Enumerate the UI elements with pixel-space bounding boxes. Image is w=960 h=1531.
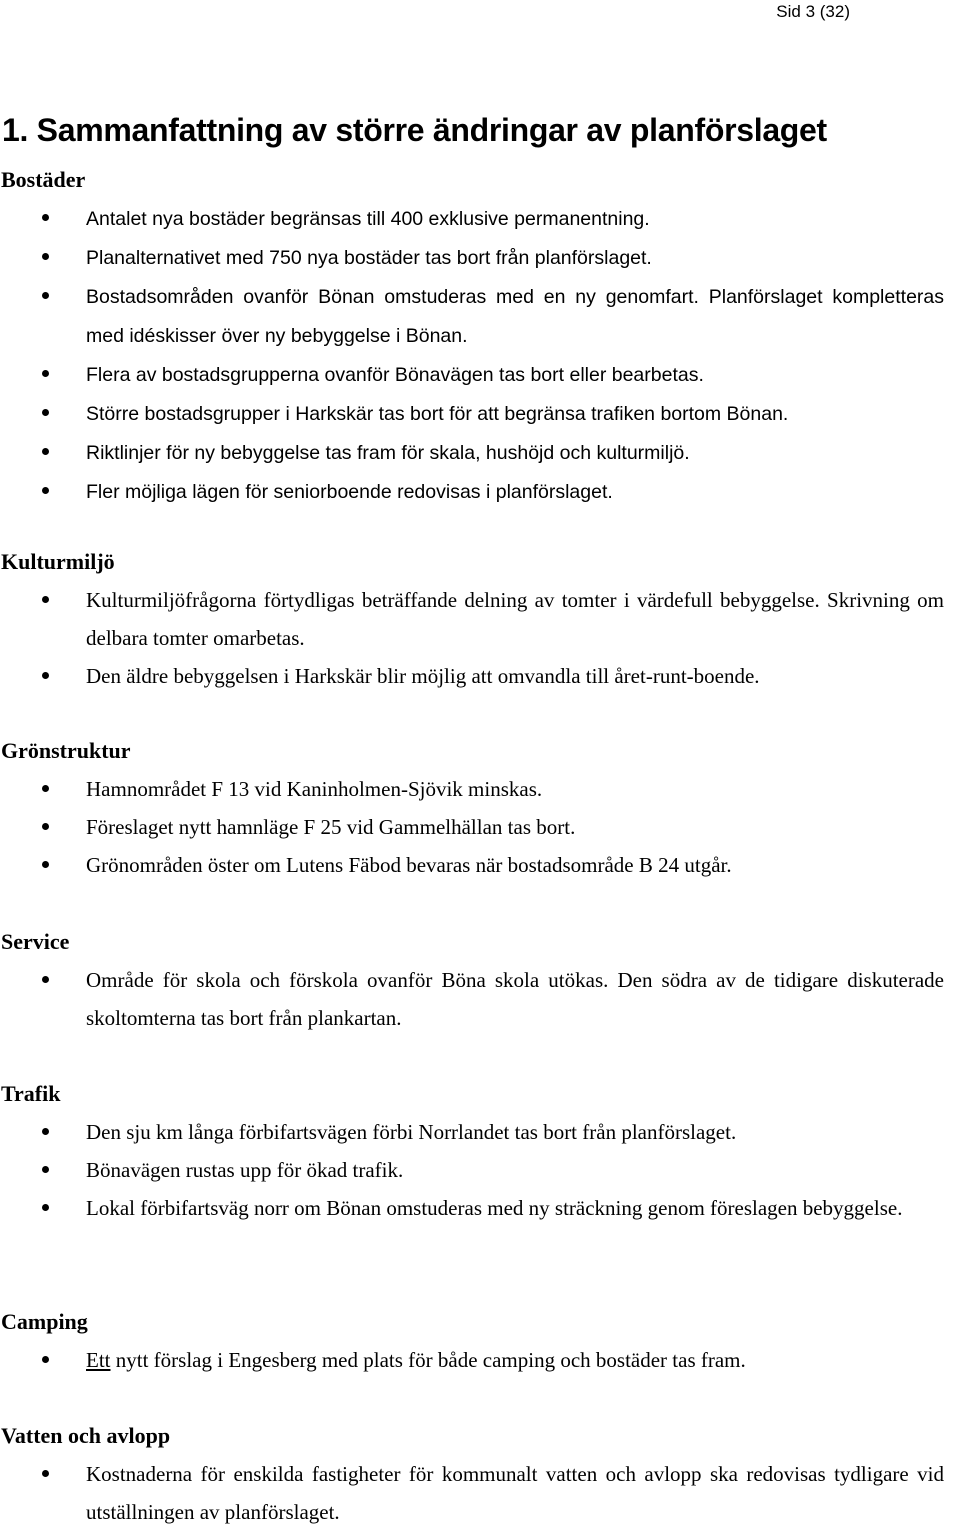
list-item: Område för skola och förskola ovanför Böna skola utökas. Den södra av de tidigare diskuterade skoltomterna tas bort från plankartan. bbox=[0, 961, 960, 1037]
list-item: Flera av bostadsgrupperna ovanför Bönavägen tas bort eller bearbetas. bbox=[0, 355, 960, 394]
bullet-icon bbox=[42, 861, 49, 868]
section-heading-trafik: Trafik bbox=[1, 1081, 61, 1106]
bullet-icon bbox=[42, 370, 49, 377]
list-item: Större bostadsgrupper i Harkskär tas bort för att begränsa trafiken bortom Bönan. bbox=[0, 394, 960, 433]
bullet-icon bbox=[42, 1470, 49, 1477]
list-item: Kostnaderna för enskilda fastigheter för kommunalt vatten och avlopp ska redovisas tydligare vid utställningen av planförslaget. bbox=[0, 1455, 960, 1531]
bullet-icon bbox=[42, 596, 49, 603]
list-item: Grönområden öster om Lutens Fäbod bevaras när bostadsområde B 24 utgår. bbox=[0, 846, 960, 884]
service-list bbox=[0, 961, 960, 1037]
section-heading-vatten-och-avlopp: Vatten och avlopp bbox=[1, 1423, 171, 1448]
bullet-icon bbox=[42, 785, 49, 792]
underlined-word: Ett bbox=[86, 1348, 111, 1372]
list-item: Föreslaget nytt hamnläge F 25 vid Gammelhällan tas bort. bbox=[0, 808, 960, 846]
bostader-list bbox=[0, 199, 960, 511]
page-number: Sid 3 (32) bbox=[776, 2, 850, 21]
list-item: Kulturmiljöfrågorna förtydligas beträffande delning av tomter i värdefull bebyggelse. Skrivning om delbara tomter omarbetas. bbox=[0, 581, 960, 657]
list-item: Den äldre bebyggelsen i Harkskär blir möjlig att omvandla till året-runt-boende. bbox=[0, 657, 960, 695]
list-item: Bönavägen rustas upp för ökad trafik. bbox=[0, 1151, 960, 1189]
list-item: Fler möjliga lägen för seniorboende redovisas i planförslaget. bbox=[0, 472, 960, 511]
section-camping bbox=[0, 1307, 960, 1379]
list-item: Planalternativet med 750 nya bostäder tas bort från planförslaget. bbox=[0, 238, 960, 277]
list-item: Riktlinjer för ny bebyggelse tas fram för skala, hushöjd och kulturmiljö. bbox=[0, 433, 960, 472]
bullet-icon bbox=[42, 672, 49, 679]
vatten-list bbox=[0, 1455, 960, 1531]
bullet-icon bbox=[42, 487, 49, 494]
section-heading-camping: Camping bbox=[1, 1309, 88, 1334]
bullet-icon bbox=[42, 1204, 49, 1211]
camping-list bbox=[0, 1341, 960, 1379]
section-heading-gronstruktur: Grönstruktur bbox=[1, 738, 131, 763]
list-item: Antalet nya bostäder begränsas till 400 exklusive permanentning. bbox=[0, 199, 960, 238]
kulturmiljo-list bbox=[0, 581, 960, 695]
bullet-icon bbox=[42, 448, 49, 455]
section-heading-bostader: Bostäder bbox=[1, 167, 86, 192]
section-vatten-och-avlopp bbox=[0, 1421, 960, 1531]
bullet-icon bbox=[42, 1166, 49, 1173]
bullet-icon bbox=[42, 253, 49, 260]
section-trafik bbox=[0, 1079, 960, 1227]
section-heading-service: Service bbox=[1, 929, 70, 954]
section-heading-kulturmiljo: Kulturmiljö bbox=[1, 549, 115, 574]
section-bostader bbox=[0, 165, 960, 511]
list-item: Lokal förbifartsväg norr om Bönan omstuderas med ny sträckning genom föreslagen bebyggelse. bbox=[0, 1189, 960, 1227]
list-item: Ett nytt förslag i Engesberg med plats för både camping och bostäder tas fram. bbox=[0, 1341, 960, 1379]
bullet-icon bbox=[42, 409, 49, 416]
bullet-icon bbox=[42, 1128, 49, 1135]
bullet-icon bbox=[42, 214, 49, 221]
bullet-icon bbox=[42, 823, 49, 830]
trafik-list bbox=[0, 1113, 960, 1227]
gronstruktur-list bbox=[0, 770, 960, 884]
list-item: Bostadsområden ovanför Bönan omstuderas med en ny genomfart. Planförslaget kompletteras med idéskisser över ny bebyggelse i Bönan. bbox=[0, 277, 960, 355]
bullet-icon bbox=[42, 976, 49, 983]
section-service bbox=[0, 927, 960, 1037]
list-item: Den sju km långa förbifartsvägen förbi Norrlandet tas bort från planförslaget. bbox=[0, 1113, 960, 1151]
section-gronstruktur bbox=[0, 736, 960, 884]
bullet-icon bbox=[42, 292, 49, 299]
list-item: Hamnområdet F 13 vid Kaninholmen-Sjövik minskas. bbox=[0, 770, 960, 808]
bullet-icon bbox=[42, 1356, 49, 1363]
page-title: 1. Sammanfattning av större ändringar av planförslaget bbox=[2, 112, 827, 148]
section-kulturmiljo bbox=[0, 547, 960, 695]
